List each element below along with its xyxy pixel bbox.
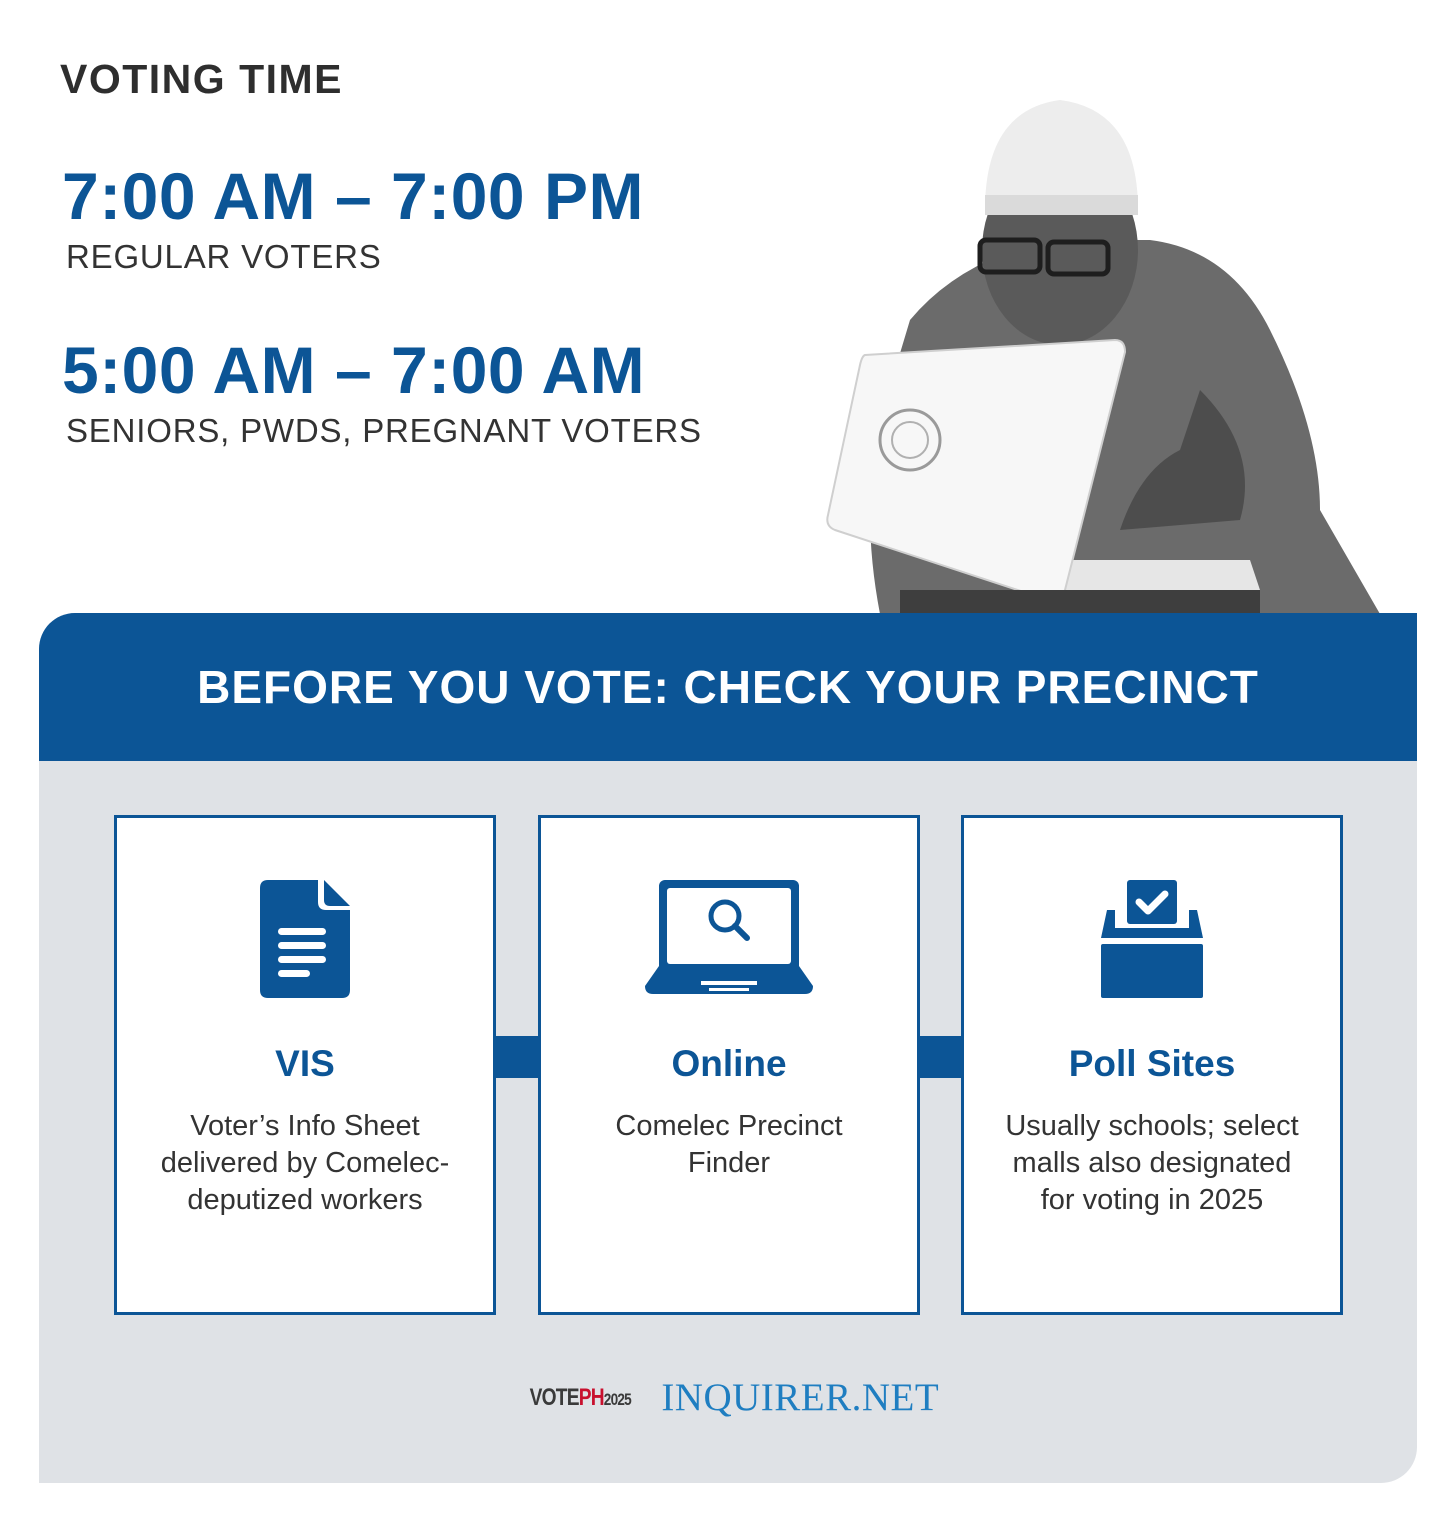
footer-logos (39, 1375, 1417, 1420)
section-banner (39, 613, 1417, 761)
section-title: BEFORE YOU VOTE: CHECK YOUR PRECINCT (197, 661, 1259, 713)
card-description: Voter’s Info Sheet delivered by Comelec-deputized workers (160, 1110, 450, 1216)
card-title: VIS (275, 1043, 335, 1084)
votePH2025-logo: VOTE PH 2025 (529, 1383, 631, 1411)
priority-voters-label: SENIORS, PWDS, PREGNANT VOTERS (66, 412, 702, 449)
regular-voting-hours: 7:00 AM – 7:00 PM (62, 159, 644, 233)
connector (495, 1036, 540, 1078)
card-title: Online (671, 1043, 787, 1084)
ballot-box-icon (1062, 880, 1242, 1002)
card-description: Comelec Precinct Finder (615, 1110, 843, 1179)
card-description: Usually schools; select malls also designated for voting in 2025 (1005, 1110, 1299, 1216)
priority-voting-hours: 5:00 AM – 7:00 AM (62, 333, 646, 407)
card-online (538, 815, 920, 1315)
page-title: VOTING TIME (60, 56, 343, 102)
card-vis (114, 815, 496, 1315)
connector (918, 1036, 963, 1078)
card-title: Poll Sites (1068, 1043, 1236, 1084)
laptop-search-icon (639, 880, 819, 1002)
regular-voters-label: REGULAR VOTERS (66, 238, 382, 275)
voter-photo (820, 90, 1380, 614)
inquirer-logo: INQUIRER.NET (661, 1376, 940, 1419)
precinct-check-panel (39, 613, 1417, 1483)
document-icon (215, 880, 395, 1002)
card-poll-sites (961, 815, 1343, 1315)
